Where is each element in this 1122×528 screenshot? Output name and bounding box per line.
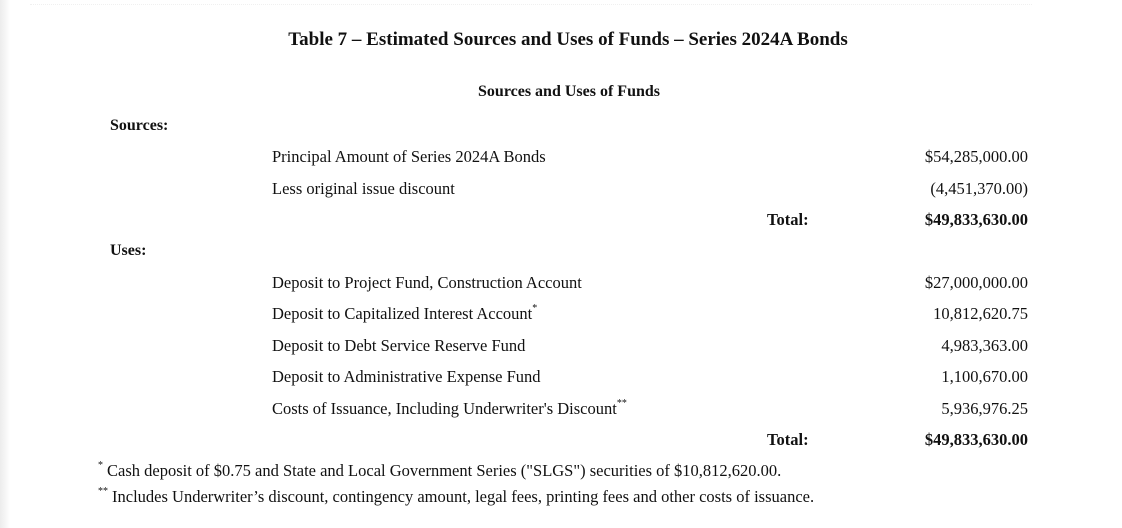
uses-item-label	[272, 399, 627, 419]
uses-item-amount: 5,936,976.25	[941, 399, 1028, 418]
uses-item-text: Deposit to Debt Service Reserve Fund	[272, 336, 526, 355]
footnote-marker: **	[616, 397, 627, 409]
uses-item-label	[272, 304, 537, 324]
previous-text-cutoff	[30, 0, 1032, 5]
uses-total-label: Total:	[767, 430, 809, 449]
uses-item-amount: 4,983,363.00	[941, 336, 1028, 355]
uses-item-amount: 1,100,670.00	[941, 367, 1028, 386]
footnote-marker: **	[98, 485, 108, 497]
table-subtitle: Sources and Uses of Funds	[478, 83, 660, 100]
sources-total-label: Total:	[767, 210, 809, 229]
uses-total-amount: $49,833,630.00	[924, 430, 1028, 449]
sources-item-label: Principal Amount of Series 2024A Bonds	[272, 147, 546, 166]
footnote	[98, 461, 781, 481]
uses-item-label	[272, 273, 582, 293]
footnote	[98, 487, 814, 507]
uses-item-text: Deposit to Project Fund, Construction Account	[272, 273, 582, 292]
uses-item-amount: $27,000,000.00	[924, 273, 1028, 292]
footnote-text: Cash deposit of $0.75 and State and Local Government Series ("SLGS") securities of $10,812,620.00.	[107, 461, 782, 480]
table-title: Table 7 – Estimated Sources and Uses of Funds – Series 2024A Bonds	[288, 29, 848, 50]
footnote-text: Includes Underwriter’s discount, contingency amount, legal fees, printing fees and other costs of issuance.	[112, 487, 815, 506]
page-edge-shadow	[0, 0, 10, 528]
footnote-marker: *	[98, 459, 103, 471]
uses-heading: Uses:	[110, 242, 147, 259]
sources-heading: Sources:	[110, 117, 169, 134]
sources-item-amount: $54,285,000.00	[924, 147, 1028, 166]
uses-item-amount: 10,812,620.75	[933, 304, 1028, 323]
uses-item-label	[272, 336, 525, 356]
sources-item-amount: (4,451,370.00)	[930, 179, 1028, 198]
uses-item-text: Deposit to Administrative Expense Fund	[272, 367, 541, 386]
uses-item-text: Costs of Issuance, Including Underwriter's Discount	[272, 399, 617, 418]
uses-item-text: Deposit to Capitalized Interest Account	[272, 304, 533, 323]
sources-total-amount: $49,833,630.00	[924, 210, 1028, 229]
uses-item-label	[272, 367, 541, 387]
footnote-marker: *	[532, 302, 538, 314]
sources-item-label: Less original issue discount	[272, 179, 455, 198]
